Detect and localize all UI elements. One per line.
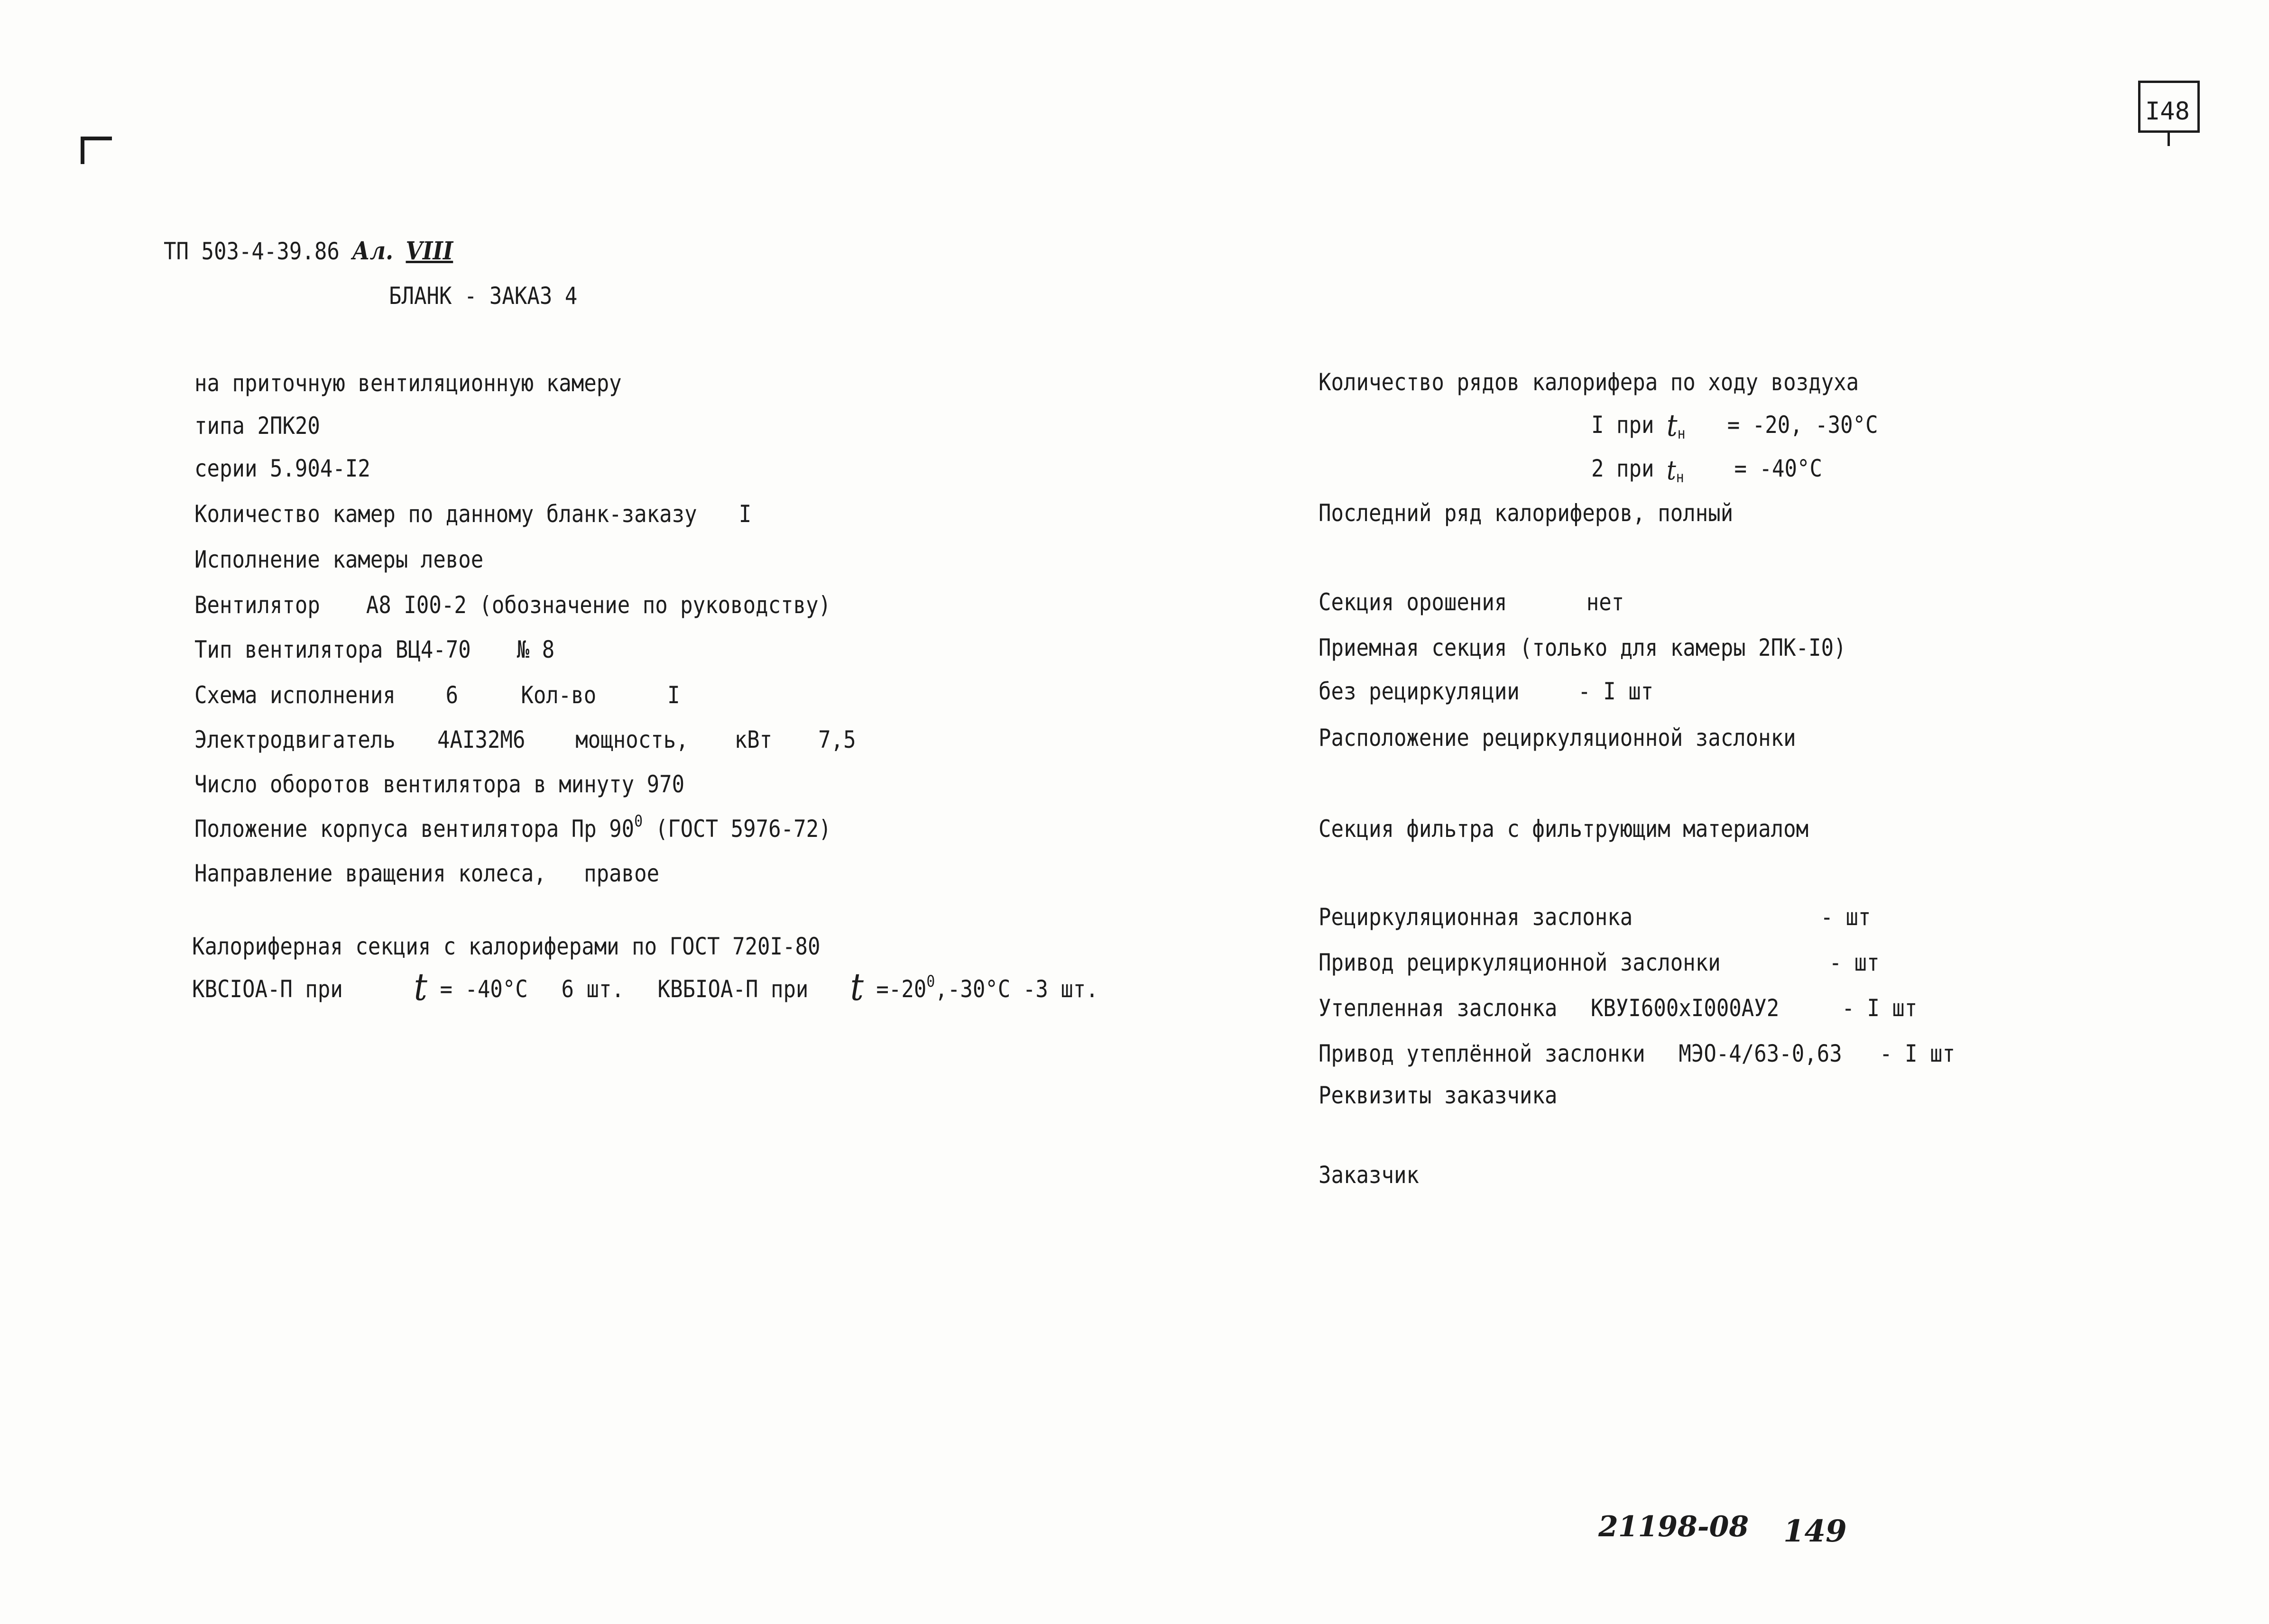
heater-rows-title: Количество рядов калорифера по ходу воздуха [1319, 368, 1859, 396]
irrigation-section-line [1319, 588, 1624, 616]
outdoor-temp-subscript-2: н [1676, 468, 1684, 486]
last-heater-row: Последний ряд калориферов, полный [1319, 499, 1734, 527]
execution-scheme-label: Схема исполнения [194, 681, 396, 709]
customer-details: Реквизиты заказчика [1319, 1082, 1558, 1109]
sheet-number: 149 [1783, 1514, 1847, 1549]
wheel-rotation-label: Направление вращения колеса, [194, 860, 546, 887]
execution-scheme-value: 6 [445, 681, 459, 709]
heater-qty-a: 6 шт. [561, 975, 624, 1003]
heater-models-line [192, 965, 1098, 1009]
quantity-label: Кол-во [521, 681, 597, 709]
camera-type-label: типа [194, 412, 245, 440]
camera-count-line [194, 500, 751, 528]
form-title: БЛАНК - ЗАКАЗ 4 [389, 282, 578, 310]
recirculation-damper-location: Расположение рециркуляционной заслонки [1319, 724, 1796, 752]
wheel-rotation-value: правое [584, 860, 660, 887]
camera-purpose: на приточную вентиляционную камеру [194, 369, 622, 397]
heater-section-line: Калориферная секция с калориферами по ГОСТ 720I-80 [192, 933, 821, 960]
insulated-drive-value: - I шт [1880, 1040, 1955, 1067]
corner-bracket-mark [81, 137, 112, 164]
temperature-symbol: t [414, 965, 427, 1009]
inventory-number: 21198-08 [1598, 1510, 1749, 1543]
heater-rows-line-2 [1591, 454, 1822, 485]
power-label: мощность, [575, 726, 689, 753]
execution-scheme-line [194, 681, 680, 709]
insulated-drive-label: Привод утеплённой заслонки [1319, 1040, 1645, 1067]
fan-value: А8 I00-2 [366, 591, 467, 619]
recirculation-drive-value: - шт [1829, 949, 1880, 976]
fan-housing-standard: (ГОСТ 5976-72) [655, 815, 831, 843]
motor-label: Электродвигатель [194, 726, 396, 753]
recirculation-damper-line [1319, 903, 1871, 931]
series-value: 5.904-I2 [269, 455, 370, 482]
recirculation-drive-line [1319, 948, 1880, 977]
power-value: 7,5 [818, 726, 856, 753]
fan-type-label: Тип вентилятора [194, 636, 383, 663]
page-number-box [2138, 81, 2200, 133]
camera-count-label: Количество камер по данному бланк-заказу [194, 500, 697, 528]
fan-housing-line [194, 812, 831, 843]
recirculation-damper-label: Рециркуляционная заслонка [1319, 903, 1633, 931]
irrigation-section-label: Секция орошения [1319, 588, 1507, 616]
insulated-damper-value: - I шт [1842, 994, 1918, 1022]
insulated-damper-line [1319, 994, 1917, 1022]
heater-temp-b-rest: ,-30°С -3 шт. [935, 975, 1098, 1003]
customer-label: Заказчик [1319, 1161, 1419, 1189]
insulated-drive-line [1319, 1039, 1955, 1068]
heater-temp-b: =-20 [876, 975, 927, 1003]
quantity-value: I [667, 681, 680, 709]
album-number: VIII [406, 237, 453, 266]
heater-model-b: КВБIОА-П при [657, 975, 809, 1003]
no-recirculation-label: без рециркуляции [1319, 678, 1520, 705]
heater-rows-2-label: 2 при [1591, 455, 1654, 482]
album-label: Ал. [352, 237, 394, 266]
fan-type-line [194, 635, 554, 664]
camera-type-value: 2ПК20 [257, 412, 320, 440]
insulated-drive-model: МЭО-4/63-0,63 [1679, 1040, 1842, 1067]
fan-line [194, 591, 831, 619]
heater-temp-a: = -40°С [440, 975, 528, 1003]
document-code: ТП 503-4-39.86 [164, 238, 340, 265]
outdoor-temp-symbol: t [1666, 408, 1678, 443]
heater-rows-2-value: = -40°С [1734, 455, 1822, 482]
document-code-line [164, 237, 453, 266]
irrigation-section-value: нет [1586, 588, 1624, 616]
camera-type-line [194, 412, 320, 440]
motor-line [194, 725, 856, 754]
fan-type-value: ВЦ4-70 [395, 636, 471, 663]
insulated-damper-model: КВУI600хI000АУ2 [1590, 994, 1780, 1022]
heater-rows-1-label: I при [1591, 411, 1654, 439]
intake-section-line: Приемная секция (только для камеры 2ПК-I0) [1319, 634, 1846, 661]
fan-housing-value: Пр 90 [571, 815, 635, 843]
heater-rows-line-1 [1591, 408, 1878, 443]
camera-execution-label: Исполнение камеры [194, 546, 408, 573]
temperature-symbol-2: t [850, 965, 864, 1009]
page-number-tick [2168, 133, 2170, 146]
fan-housing-label: Положение корпуса вентилятора [194, 815, 559, 843]
filter-section-line: Секция фильтра с фильтрующим материалом [1319, 815, 1809, 843]
wheel-rotation-line [194, 859, 659, 888]
outdoor-temp-subscript: н [1677, 424, 1686, 442]
no-recirculation-line [1319, 677, 1653, 706]
recirculation-damper-value: - шт [1820, 903, 1871, 931]
series-label: серии [194, 455, 258, 482]
fan-number: № 8 [517, 636, 555, 663]
page-number: I48 [2145, 97, 2190, 126]
heater-temp-b-degree: 0 [926, 972, 935, 991]
camera-execution-line [194, 545, 483, 574]
fan-label: Вентилятор [194, 591, 320, 619]
power-unit: кВт [734, 726, 773, 753]
outdoor-temp-symbol-2: t [1666, 455, 1676, 486]
heater-rows-1-value: = -20, -30°С [1727, 411, 1878, 439]
camera-execution-value: левое [420, 546, 484, 573]
insulated-damper-label: Утепленная заслонка [1319, 994, 1558, 1022]
recirculation-drive-label: Привод рециркуляционной заслонки [1319, 949, 1721, 976]
camera-count-value: I [738, 500, 752, 528]
heater-model-a: КВСIОА-П при [192, 975, 343, 1003]
fan-speed-value: 970 [646, 771, 685, 798]
no-recirculation-value: - I шт [1578, 678, 1654, 705]
fan-note: (обозначение по руководству) [479, 591, 831, 619]
series-line [194, 454, 370, 483]
fan-speed-label: Число оборотов вентилятора в минуту [194, 771, 635, 798]
fan-housing-degree: 0 [634, 812, 643, 831]
motor-value: 4АI32М6 [437, 726, 526, 753]
fan-speed-line [194, 770, 684, 798]
